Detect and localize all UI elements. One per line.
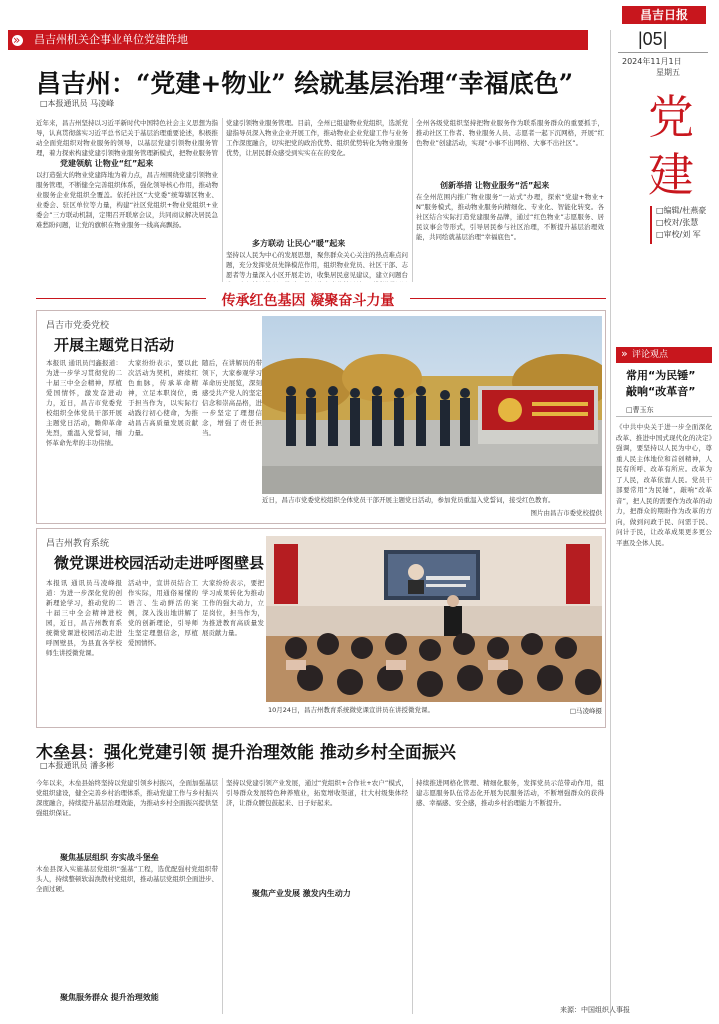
section-title (632, 88, 710, 204)
source-note: 来源：中国组织人事报 (560, 1006, 630, 1014)
subheading: 聚焦产业发展 激发内生动力 (252, 889, 351, 898)
section-banner (8, 30, 588, 50)
article-column: 今年以来，木垒县始终坚持以党建引领乡村振兴，全面加强基层党组织建设，健全完善乡村治理体系，推动党建工作与乡村振兴深度融合，持续提升基层治理效能，为推动乡村全面振兴提供坚强组织保证。 (36, 779, 218, 817)
column-rule (222, 118, 223, 282)
bottom-headline: 木垒县：强化党建引领 提升治理效能 推动乡村全面振兴 (36, 743, 456, 763)
article-column: 大家纷纷表示，要把学习成果转化为推动工作的强大动力，立足岗位，担当作为，为推进教育高质量发展贡献力量。 (202, 579, 264, 637)
double-arrow-icon (12, 35, 23, 46)
editor-credit: □编辑/杜燕豪 (656, 206, 707, 215)
article-column: 持续推进网格化管理、精细化服务，发挥党员示范带动作用，组建志愿服务队伍常态化开展为民服务活动，不断增强群众的获得感、幸福感、安全感，推动乡村治理能力不断提升。 (416, 779, 604, 807)
article-column: 近年来，昌吉州坚持以习近平新时代中国特色社会主义思想为指导，认真贯彻落实习近平总书记关于基层治理重要论述，积极推动全面党组织对物业服务的领导，以基层党建引领物业服务管理，着力探索构建党建引领物业服务管理新模式，把物业服务管 (36, 119, 218, 157)
photo-caption: 近日，昌吉市党委党校组织全体党员干部开展主题党日活动，参加党员重温入党誓词，接受红色教育。 (262, 496, 555, 504)
box-kicker: 昌吉州教育系统 (46, 539, 110, 549)
article-column: 全州各级党组织坚持把物业服务作为联系服务群众的重要抓手，推动社区工作者、物业服务人员、志愿者一起下沉网格，开展“红色物业”创建活动，实现“小事不出网格、大事不出社区”。 (416, 119, 604, 147)
commentary-tag: » 评论观点 (616, 347, 712, 363)
article-column: 木垒县深入实施基层党组织“强基”工程，选优配强村党组织带头人，持续整顿软弱涣散村党组织，推动基层党组织全面进步、全面过硬。 (36, 865, 218, 893)
subheading: 聚焦服务群众 提升治理效能 (60, 993, 159, 1002)
editor-credit: □校对/张慧 (656, 218, 699, 227)
commentary-body: 《中共中央关于进一步全面深化改革、推进中国式现代化的决定》强调，要坚持以人民为中心，尊重人民主体地位和首创精神，人民有所呼、改革有所应。改革为了人民，改革依靠人民。党员干部要常用“为民锤”，敲响“改革音”，把人民的需要作为改革的动力，把群众的期盼作为改革的方向，做到问政于民、问需于民、问计于民，让改革成果更多更公平惠及全体人民。 (616, 423, 712, 547)
article-column: 本报讯 通讯员马凌峰报道：为进一步深化党的创新理论学习，推动党的二十届三中全会精神进校园，近日，昌吉州教育系统微党课进校园活动走进呼图壁县，为县直各学校师生讲授微党课。 (46, 579, 122, 657)
banner-label: 昌吉州机关企事业单位党建阵地 (34, 33, 188, 46)
section-title-char: 建 (648, 148, 694, 202)
page-number: |05| (638, 29, 668, 49)
section-title-char: 党 (648, 90, 694, 144)
article-column: 活动中，宣讲员结合工作实际，用通俗易懂的语言、生动鲜活的案例，深入浅出地讲解了党的创新理论，引导师生坚定理想信念，厚植爱国情怀。 (128, 579, 198, 647)
photo-credit: □马凌峰摄 (569, 707, 602, 715)
column-rule (222, 778, 223, 1014)
box-title: 微党课进校园活动走进呼图壁县 (54, 554, 265, 572)
column-rule (412, 778, 413, 1014)
article-column: 大家纷纷表示，要以此次活动为契机，赓续红色血脉，传承革命精神，立足本职岗位，勇于担当作为，以实际行动践行初心使命，为推动昌吉高质量发展贡献力量。 (128, 359, 198, 437)
divider (618, 52, 708, 53)
main-byline: □本报通讯员 马凌峰 (40, 99, 115, 108)
subheading: 创新举措 让物业服务“活”起来 (440, 181, 550, 190)
commentary-rule (616, 416, 712, 417)
photo-caption: 10月24日，昌吉州教育系统微党课宣讲员在讲授微党课。 (268, 706, 435, 714)
subheading: 党建领航 让物业“红”起来 (60, 159, 154, 168)
commentary-author: □曹玉东 (626, 406, 654, 414)
article-column: 随后，在讲解员的带领下，大家参观学习革命历史展览，深刻感受共产党人的坚定信念和崇高品格，进一步坚定了理想信念，增强了责任担当。 (202, 359, 262, 437)
issue-weekday: 星期五 (656, 68, 680, 77)
issue-date: 2024年11月1日 (622, 57, 682, 66)
article-column: 本报讯 通讯员闫鑫报道：为进一步学习贯彻党的二十届三中全会精神，厚植爱国情怀，激发奋进动力，近日，昌吉市党委党校组织全体党员干部开展主题党日活动，瞻仰革命先烈，重温入党誓词，缅怀革命先辈的丰功伟绩。 (46, 359, 122, 447)
editor-credit: □审校/刘 军 (656, 230, 701, 239)
main-headline: 昌吉州：“党建+物业” 绘就基层治理“幸福底色” (36, 69, 574, 98)
article-column: 以打造强大的物业党建阵地为着力点，昌吉州围绕党建引领物业服务管理，不断健全完善组织体系，强化领导核心作用，推动物业服务企业党组织全覆盖。依托社区“大党委”统筹辖区物业、业委会、驻区单位等力量，构建“社区党组织+物业党组织+业委会”三方联动机制，定期召开联席会议，共同商议解决居民急难愁盼问题，让党的旗帜在物业服务一线高高飘扬。 (36, 171, 218, 229)
photo-credit: 图片由昌吉市委党校提供 (530, 509, 602, 517)
slogan-rule (410, 298, 606, 299)
paper-logo: 昌吉日报 (622, 6, 706, 24)
slogan: 传承红色基因 凝聚奋斗力量 (221, 293, 395, 309)
photo-classroom (266, 536, 602, 702)
box-title: 开展主题党日活动 (54, 336, 175, 354)
subheading: 多方联动 让民心“暖”起来 (252, 239, 346, 248)
article-column: 在全州范围内推广物业服务“一站式”办理，探索“党建+物业+N”服务模式，推动物业服务向精细化、专业化、智能化转变。各社区结合实际打造党建服务品牌，通过“红色物业”志愿服务、居民议事会等形式，引导居民参与社区治理，不断提升基层治理效能，共同绘就基层治理“幸福底色”。 (416, 193, 604, 241)
editor-credits (656, 205, 706, 241)
article-column: 坚持以党建引领产业发展，通过“党组织+合作社+农户”模式，引导群众发展特色种养殖业，拓宽增收渠道，壮大村级集体经济，让群众腰包鼓起来、日子好起来。 (226, 779, 408, 807)
article-column: 党建引领物业服务管理。目前，全州已组建物业党组织，选派党建指导员深入物业企业开展工作，推动物业企业党建工作与业务工作深度融合，切实把党的政治优势、组织优势转化为物业服务优势，让居民群众感受到实实在在的变化。 (226, 119, 408, 157)
column-rule (610, 30, 611, 1016)
article-column: 坚持以人民为中心的发展思想，聚焦群众关心关注的热点难点问题，充分发挥党员先锋模范作用，组织物业党员、社区干部、志愿者等力量深入小区开展走访，收集居民意见建议，建立问题台 (226, 251, 408, 279)
commentary-title: 常用“为民锤” 敲响“改革音” (626, 369, 696, 398)
photo-party-day (262, 316, 602, 494)
box-kicker: 昌吉市党委党校 (46, 321, 110, 331)
section-rule (650, 206, 652, 244)
bottom-byline: □本报通讯员 潘多彬 (40, 761, 115, 770)
column-rule (412, 118, 413, 282)
subheading: 聚焦基层组织 夯实战斗堡垒 (60, 853, 159, 862)
